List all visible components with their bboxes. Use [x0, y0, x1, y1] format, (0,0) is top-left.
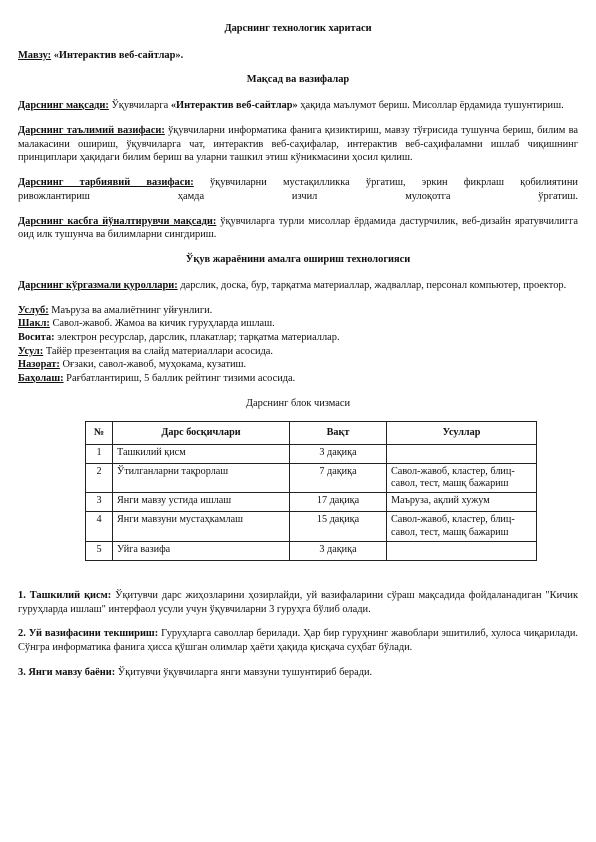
cell-time: 7 дақиқа [290, 463, 387, 492]
attribute-text: электрон ресурслар, дарслик, плакатлар; тарқатма материаллар. [54, 332, 340, 344]
cell-number: 3 [86, 493, 113, 512]
upbringing-line-1 [18, 176, 578, 190]
attribute-line [18, 317, 578, 331]
lesson-block-table [85, 421, 537, 561]
cell-stage: Уйга вазифа [113, 541, 290, 560]
cell-methods: Савол-жавоб, кластер, блиц-савол, тест, машқ бажариш [387, 463, 537, 492]
career-goal-label: Дарснинг касбга йўналтирувчи мақсади: [18, 215, 217, 227]
career-goal-text: ўқувчиларга турли мисоллар ёрдамида дастурчилик, веб-дизайн яратувчилигга оид илк тушунча ва билимларни сингдириш. [18, 215, 578, 241]
tools-paragraph [18, 279, 578, 293]
cell-number: 2 [86, 463, 113, 492]
technology-heading: Ўқув жараёнини амалга ошириш технологияси [185, 254, 411, 266]
table-row [86, 493, 537, 512]
cell-stage: Ташкилий қисм [113, 444, 290, 463]
edu-task-text: ўқувчиларни информатика фанига қизиктириш, мавзу тўғрисида тушунча бериш, билим ва малакасини ошириш, ўқувчиларга чат, интерактив веб-саҳифалар, интерактив веб-саҳифаламни ишлаб чиқишнинг принциплари ҳақидаги билим бериш ва уларни ташкил этиш кўникмасини ҳосил қилиш. [18, 124, 578, 164]
cell-time: 3 дақиқа [290, 541, 387, 560]
step-label: 2. Уй вазифасини текшириш: [18, 628, 159, 640]
attribute-line [18, 372, 578, 386]
attribute-label: Шакл: [18, 318, 50, 330]
step-paragraph [18, 589, 578, 616]
goal-bold: «Интерактив веб-сайтлар» [170, 100, 298, 112]
step-paragraph [18, 666, 578, 680]
document-page [18, 22, 578, 691]
upbringing-line-2: ривожлантириш ҳамда изчил мулоқотга ўргатиш. [18, 190, 578, 202]
cell-time: 3 дақиқа [290, 444, 387, 463]
tools-text: дарслик, доска, бур, тарқатма материаллар, жадваллар, персонал компьютер, проектор. [177, 279, 567, 291]
step-paragraph [18, 627, 578, 654]
upbringing-task-line1: ўқувчиларни мустақилликка ўргатиш, эркин фикрлаш қобилиятини [193, 177, 578, 189]
document-title: Дарснинг технологик харитаси [224, 23, 372, 34]
cell-time: 17 дақиқа [290, 493, 387, 512]
goal-paragraph [18, 99, 578, 113]
attribute-text: Рағбатлантириш, 5 баллик рейтинг тизими асосида. [63, 373, 296, 385]
attribute-label: Услуб: [18, 304, 49, 316]
cell-stage: Янги мавзуни мустаҳкамлаш [113, 512, 290, 541]
attribute-line [18, 331, 578, 345]
attribute-label: Усул: [18, 345, 44, 357]
step-text: Гуруҳларга саволлар берилади. Ҳар бир гуруҳнинг жавоблари эшитилиб, хулоса чиқарилади. Сўнгра информатика фанига ҳисса қўшган олимлар ҳаёти ҳақида қисқача суҳбат бўлади. [18, 628, 579, 654]
header-stages: Дарс босқичлари [113, 421, 290, 444]
edu-task-paragraph [18, 124, 578, 165]
topic-value: «Интерактив веб-сайтлар». [51, 49, 184, 61]
edu-task-label: Дарснинг таълимий вазифаси: [18, 124, 165, 136]
attribute-line [18, 358, 578, 372]
attribute-label: Баҳолаш: [18, 373, 64, 385]
topic-label: Мавзу: [18, 49, 52, 61]
attribute-text: Оғзаки, савол-жавоб, муҳокама, кузатиш. [59, 359, 247, 371]
cell-methods: Маъруза, ақлий хужум [387, 493, 537, 512]
table-row [86, 512, 537, 541]
topic-line [18, 49, 578, 63]
header-number: № [86, 421, 113, 444]
table-row [86, 541, 537, 560]
table-row [86, 444, 537, 463]
career-goal-paragraph [18, 215, 578, 242]
upbringing-task-label: Дарснинг тарбиявий вазифаси: [18, 177, 194, 189]
cell-methods [387, 541, 537, 560]
upbringing-task-paragraph [18, 176, 578, 203]
cell-methods: Савол-жавоб, кластер, блиц-савол, тест, машқ бажариш [387, 512, 537, 541]
goal-pre: Ўқувчиларга [108, 100, 171, 112]
step-label: 1. Ташкилий қисм: [18, 589, 112, 601]
attribute-text: Савол-жавоб. Жамоа ва кичик гуруҳларда ишлаш. [49, 318, 275, 330]
goals-heading: Мақсад ва вазифалар [246, 74, 350, 86]
cell-number: 4 [86, 512, 113, 541]
attribute-line [18, 304, 578, 318]
table-header-row [86, 421, 537, 444]
step-text: Ўқитувчи дарс жиҳозларини ҳозирлайди, уй вазифаларини сўраш мақсадида фойдаланадиган "Кичик гуруҳларда ишлаш" интерфаол усули учун ўқувчиларни 3 гуруҳга бўлиб олади. [18, 589, 579, 615]
cell-time: 15 дақиқа [290, 512, 387, 541]
step-text: Ўқитувчи ўқувчиларга янги мавзуни тушунтириб беради. [115, 666, 373, 678]
header-methods: Усуллар [387, 421, 537, 444]
tools-label: Дарснинг кўргазмали қуроллари: [18, 279, 178, 291]
cell-number: 5 [86, 541, 113, 560]
attribute-label: Восита: [18, 332, 55, 344]
attribute-text: Маъруза ва амалиётнинг уйғунлиги. [48, 304, 213, 316]
step-label: 3. Янги мавзу баёни: [18, 666, 116, 678]
attribute-text: Тайёр презентация ва слайд материаллари асосида. [43, 345, 274, 357]
cell-number: 1 [86, 444, 113, 463]
attribute-line [18, 345, 578, 359]
cell-methods [387, 444, 537, 463]
table-row [86, 463, 537, 492]
attribute-label: Назорат: [18, 359, 60, 371]
cell-stage: Ўтилганларни тақрорлаш [113, 463, 290, 492]
cell-stage: Янги мавзу устида ишлаш [113, 493, 290, 512]
lesson-steps [18, 589, 578, 680]
lesson-attributes [18, 304, 578, 386]
header-time: Вақт [290, 421, 387, 444]
goal-label: Дарснинг мақсади: [18, 100, 109, 112]
goal-post: ҳақида маълумот бериш. Мисоллар ёрдамида тушунтириш. [297, 100, 564, 112]
table-caption: Дарснинг блок чизмаси [245, 397, 351, 409]
